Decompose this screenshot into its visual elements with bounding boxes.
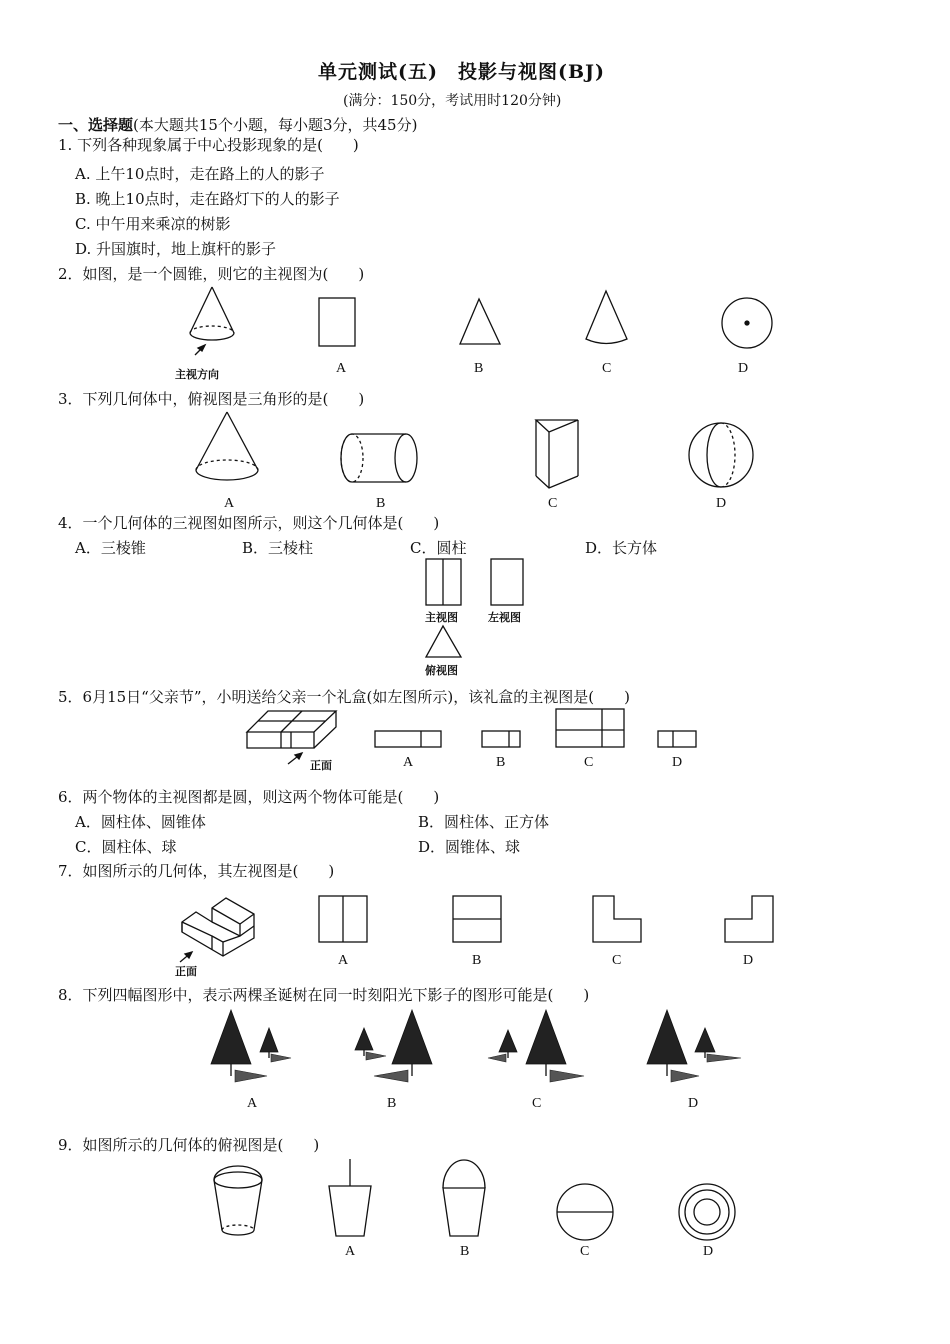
- q2-label-b: B: [474, 361, 484, 376]
- q7-label-a: A: [338, 953, 349, 968]
- q2-cone-figure: [185, 285, 245, 365]
- q7-step-solid-figure: [168, 880, 268, 970]
- q3-label-a: A: [224, 496, 235, 511]
- q5-stem: 5．6月15日“父亲节”，小明送给父亲一个礼盒(如左图所示)，该礼盒的主视图是( ): [58, 688, 630, 706]
- q9-option-b: [440, 1158, 490, 1242]
- q3-label-d: D: [716, 496, 727, 511]
- q6-option-a: A．圆柱体、圆锥体: [75, 813, 206, 831]
- q3-option-d-sphere: [688, 422, 758, 492]
- q2-stem: 2．如图，是一个圆锥，则它的主视图为( ): [58, 265, 365, 283]
- q4-left-caption: 左视图: [488, 611, 521, 624]
- q7-caption: 正面: [175, 965, 197, 978]
- q6-option-c: C．圆柱体、球: [75, 838, 177, 856]
- q5-option-d: [657, 730, 699, 750]
- q8-option-d-trees: [645, 1008, 745, 1092]
- q6-stem: 6．两个物体的主视图都是圆，则这两个物体可能是( ): [58, 788, 440, 806]
- q5-label-d: D: [672, 755, 683, 770]
- q3-label-c: C: [548, 496, 558, 511]
- q4-option-a: A．三棱锥: [75, 539, 146, 557]
- q9-option-c: [556, 1183, 616, 1243]
- q5-option-b: [481, 730, 523, 750]
- q9-stem: 9．如图所示的几何体的俯视图是( ): [58, 1136, 320, 1154]
- q7-option-c: [592, 895, 644, 945]
- section-note: (本大题共15个小题，每小题3分，共45分): [133, 116, 418, 134]
- q4-top-caption: 俯视图: [425, 664, 458, 677]
- q5-label-b: B: [496, 755, 506, 770]
- q8-label-b: B: [387, 1096, 397, 1111]
- q1-option-c: C. 中午用来乘凉的树影: [75, 215, 231, 233]
- q4-front-caption: 主视图: [425, 611, 458, 624]
- q9-option-a: [326, 1158, 376, 1242]
- q4-top-view: [424, 624, 466, 660]
- q8-label-c: C: [532, 1096, 542, 1111]
- q7-label-d: D: [743, 953, 754, 968]
- q7-label-b: B: [472, 953, 482, 968]
- q2-option-d-circle: [720, 296, 776, 352]
- q1-option-a: A. 上午10点时，走在路上的人的影子: [75, 165, 325, 183]
- q4-option-b: B．三棱柱: [242, 539, 314, 557]
- q4-front-view: [425, 558, 465, 608]
- page-subtitle: (满分：150分，考试用时120分钟): [343, 93, 562, 109]
- q7-label-c: C: [612, 953, 622, 968]
- q9-label-b: B: [460, 1244, 470, 1259]
- q3-option-b-cylinder: [340, 432, 422, 488]
- q4-left-view: [490, 558, 526, 608]
- q9-label-c: C: [580, 1244, 590, 1259]
- q9-bucket-figure: [210, 1158, 266, 1242]
- q5-label-a: A: [403, 755, 414, 770]
- section-heading: [58, 116, 417, 134]
- q1-stem: 1. 下列各种现象属于中心投影现象的是( ): [58, 136, 359, 154]
- q8-stem: 8．下列四幅图形中，表示两棵圣诞树在同一时刻阳光下影子的图形可能是( ): [58, 986, 590, 1004]
- q2-label-d: D: [738, 361, 749, 376]
- q9-label-d: D: [703, 1244, 714, 1259]
- q7-option-a: [318, 895, 370, 945]
- q5-label-c: C: [584, 755, 594, 770]
- q6-option-b: B．圆柱体、正方体: [418, 813, 550, 831]
- q2-option-b-triangle: [458, 297, 504, 349]
- q3-stem: 3．下列几何体中，俯视图是三角形的是( ): [58, 390, 365, 408]
- q2-option-a-rect: [318, 297, 358, 349]
- q3-option-a-cone: [193, 410, 263, 485]
- q9-option-d: [678, 1183, 738, 1243]
- section-label: 一、选择题: [58, 116, 134, 134]
- q2-option-c-sector: [583, 290, 633, 352]
- q8-option-c-trees: [488, 1008, 588, 1092]
- q7-stem: 7．如图所示的几何体，其左视图是( ): [58, 862, 335, 880]
- q1-option-b: B. 晚上10点时，走在路灯下的人的影子: [75, 190, 340, 208]
- q6-option-d: D．圆锥体、球: [418, 838, 521, 856]
- q7-option-d: [724, 895, 776, 945]
- q2-label-a: A: [336, 361, 347, 376]
- q3-label-b: B: [376, 496, 386, 511]
- q8-label-a: A: [247, 1096, 258, 1111]
- q4-option-d: D．长方体: [585, 539, 658, 557]
- q8-option-a-trees: [205, 1008, 300, 1092]
- q8-option-b-trees: [350, 1008, 445, 1092]
- q4-option-c: C．圆柱: [410, 539, 467, 557]
- q9-label-a: A: [345, 1244, 356, 1259]
- q4-stem: 4．一个几何体的三视图如图所示，则这个几何体是( ): [58, 514, 440, 532]
- q5-caption: 正面: [310, 759, 332, 772]
- q7-option-b: [452, 895, 504, 945]
- q1-option-d: D. 升国旗时，地上旗杆的影子: [75, 240, 277, 258]
- page-title: 单元测试(五) 投影与视图(BJ): [318, 61, 606, 83]
- q2-caption: 主视方向: [175, 368, 219, 381]
- q2-label-c: C: [602, 361, 612, 376]
- q8-label-d: D: [688, 1096, 699, 1111]
- q3-option-c-prism: [532, 418, 582, 493]
- q5-option-c: [555, 708, 627, 750]
- q5-option-a: [374, 730, 444, 750]
